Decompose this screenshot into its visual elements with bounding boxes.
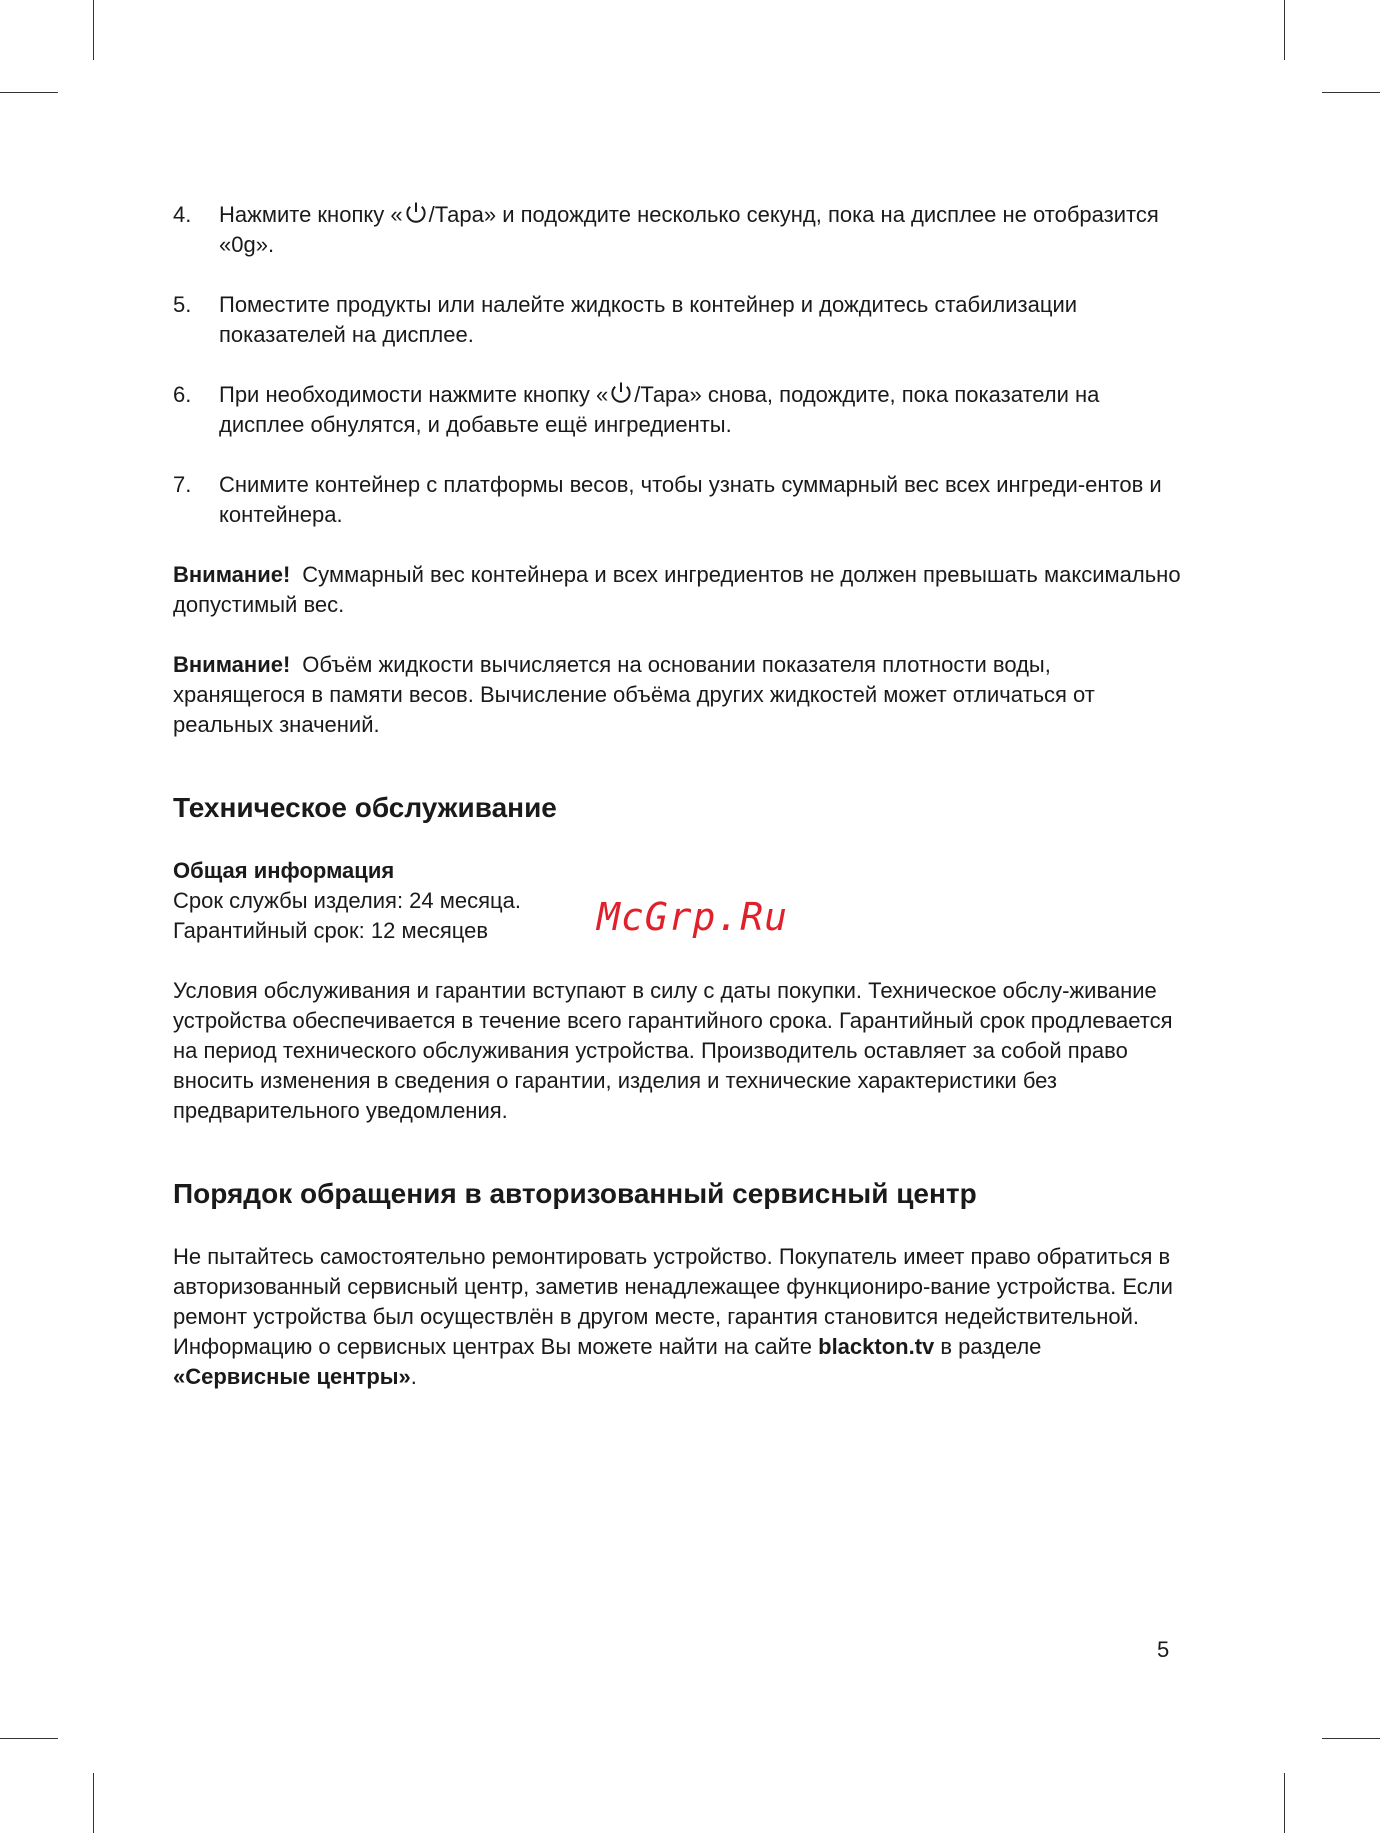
- crop-mark: [93, 1773, 94, 1833]
- step-item: [173, 380, 1183, 440]
- crop-mark: [1284, 0, 1285, 60]
- steps-list: [173, 200, 1183, 530]
- crop-mark: [0, 1738, 58, 1739]
- website-link[interactable]: blackton.tv: [818, 1334, 935, 1359]
- step-text: /Тара» снова, подождите, пока показатели на дисплее обнулятся, и добавьте ещё ингредиенты.: [219, 382, 1100, 437]
- power-icon: [404, 201, 428, 225]
- warning-text: Суммарный вес контейнера и всех ингредиентов не должен превышать максимально допустимый вес.: [173, 562, 1181, 617]
- warning-label: Внимание!: [173, 562, 291, 587]
- service-text: .: [410, 1364, 417, 1389]
- step-item: [173, 200, 1183, 260]
- step-text: /Тара» и подождите несколько секунд, пока на дисплее не отобразится «0g».: [219, 202, 1159, 257]
- step-item: [173, 290, 1183, 350]
- step-text: Снимите контейнер с платформы весов, чтобы узнать суммарный вес всех ингреди-ентов и контейнера.: [219, 472, 1162, 527]
- crop-mark: [93, 0, 94, 60]
- page-number: 5: [1157, 1637, 1170, 1662]
- step-text: Поместите продукты или налейте жидкость в контейнер и дождитесь стабилизации показателей на дисплее.: [219, 292, 1078, 347]
- crop-mark: [1284, 1773, 1285, 1833]
- warning-note: [173, 650, 1183, 740]
- service-life: Срок службы изделия: 24 месяца.: [173, 888, 521, 913]
- crop-mark: [1322, 92, 1380, 93]
- step-text: Нажмите кнопку «: [219, 202, 403, 227]
- warranty-period: Гарантийный срок: 12 месяцев: [173, 918, 489, 943]
- warning-label: Внимание!: [173, 652, 291, 677]
- step-number: 5.: [173, 292, 192, 317]
- service-center-text: [173, 1242, 1183, 1392]
- warning-text: Объём жидкости вычисляется на основании показателя плотности воды, хранящегося в памяти весов. Вычисление объёма других жидкостей может отличаться от реальных значений.: [173, 652, 1095, 737]
- maintenance-heading: Техническое обслуживание: [173, 792, 557, 823]
- service-center-heading: Порядок обращения в авторизованный сервисный центр: [173, 1178, 977, 1209]
- warranty-conditions: Условия обслуживания и гарантии вступают в силу с даты покупки. Техническое обслу-живание устройства обеспечивается в течение всего гарантийного срока. Гарантийный срок продлевается на период технического обслуживания устройства. Производитель оставляет за собой право вносить изменения в сведения о гарантии, изделия и технические характеристики без предварительного уведомления.: [173, 978, 1173, 1123]
- service-centers-section: «Сервисные центры»: [173, 1364, 411, 1389]
- step-text: При необходимости нажмите кнопку «: [219, 382, 609, 407]
- service-text: в разделе: [934, 1334, 1042, 1359]
- step-number: 4.: [173, 202, 192, 227]
- crop-mark: [1322, 1738, 1380, 1739]
- warning-note: [173, 560, 1183, 620]
- crop-mark: [0, 92, 58, 93]
- step-number: 6.: [173, 382, 192, 407]
- watermark: McGrp.Ru: [597, 895, 789, 939]
- power-icon: [609, 381, 633, 405]
- step-item: [173, 470, 1183, 530]
- service-text: Не пытайтесь самостоятельно ремонтировать устройство. Покупатель имеет право обратиться в авторизованный сервисный центр, заметив ненадлежащее функциониро-вание устройства. Если ремонт устройства был осуществлён в другом месте, гарантия становится недействительной. Информацию о сервисных центрах Вы можете найти на сайте: [173, 1244, 1173, 1359]
- general-info-heading: Общая информация: [173, 858, 395, 883]
- step-number: 7.: [173, 472, 192, 497]
- page-content: [173, 200, 1183, 1392]
